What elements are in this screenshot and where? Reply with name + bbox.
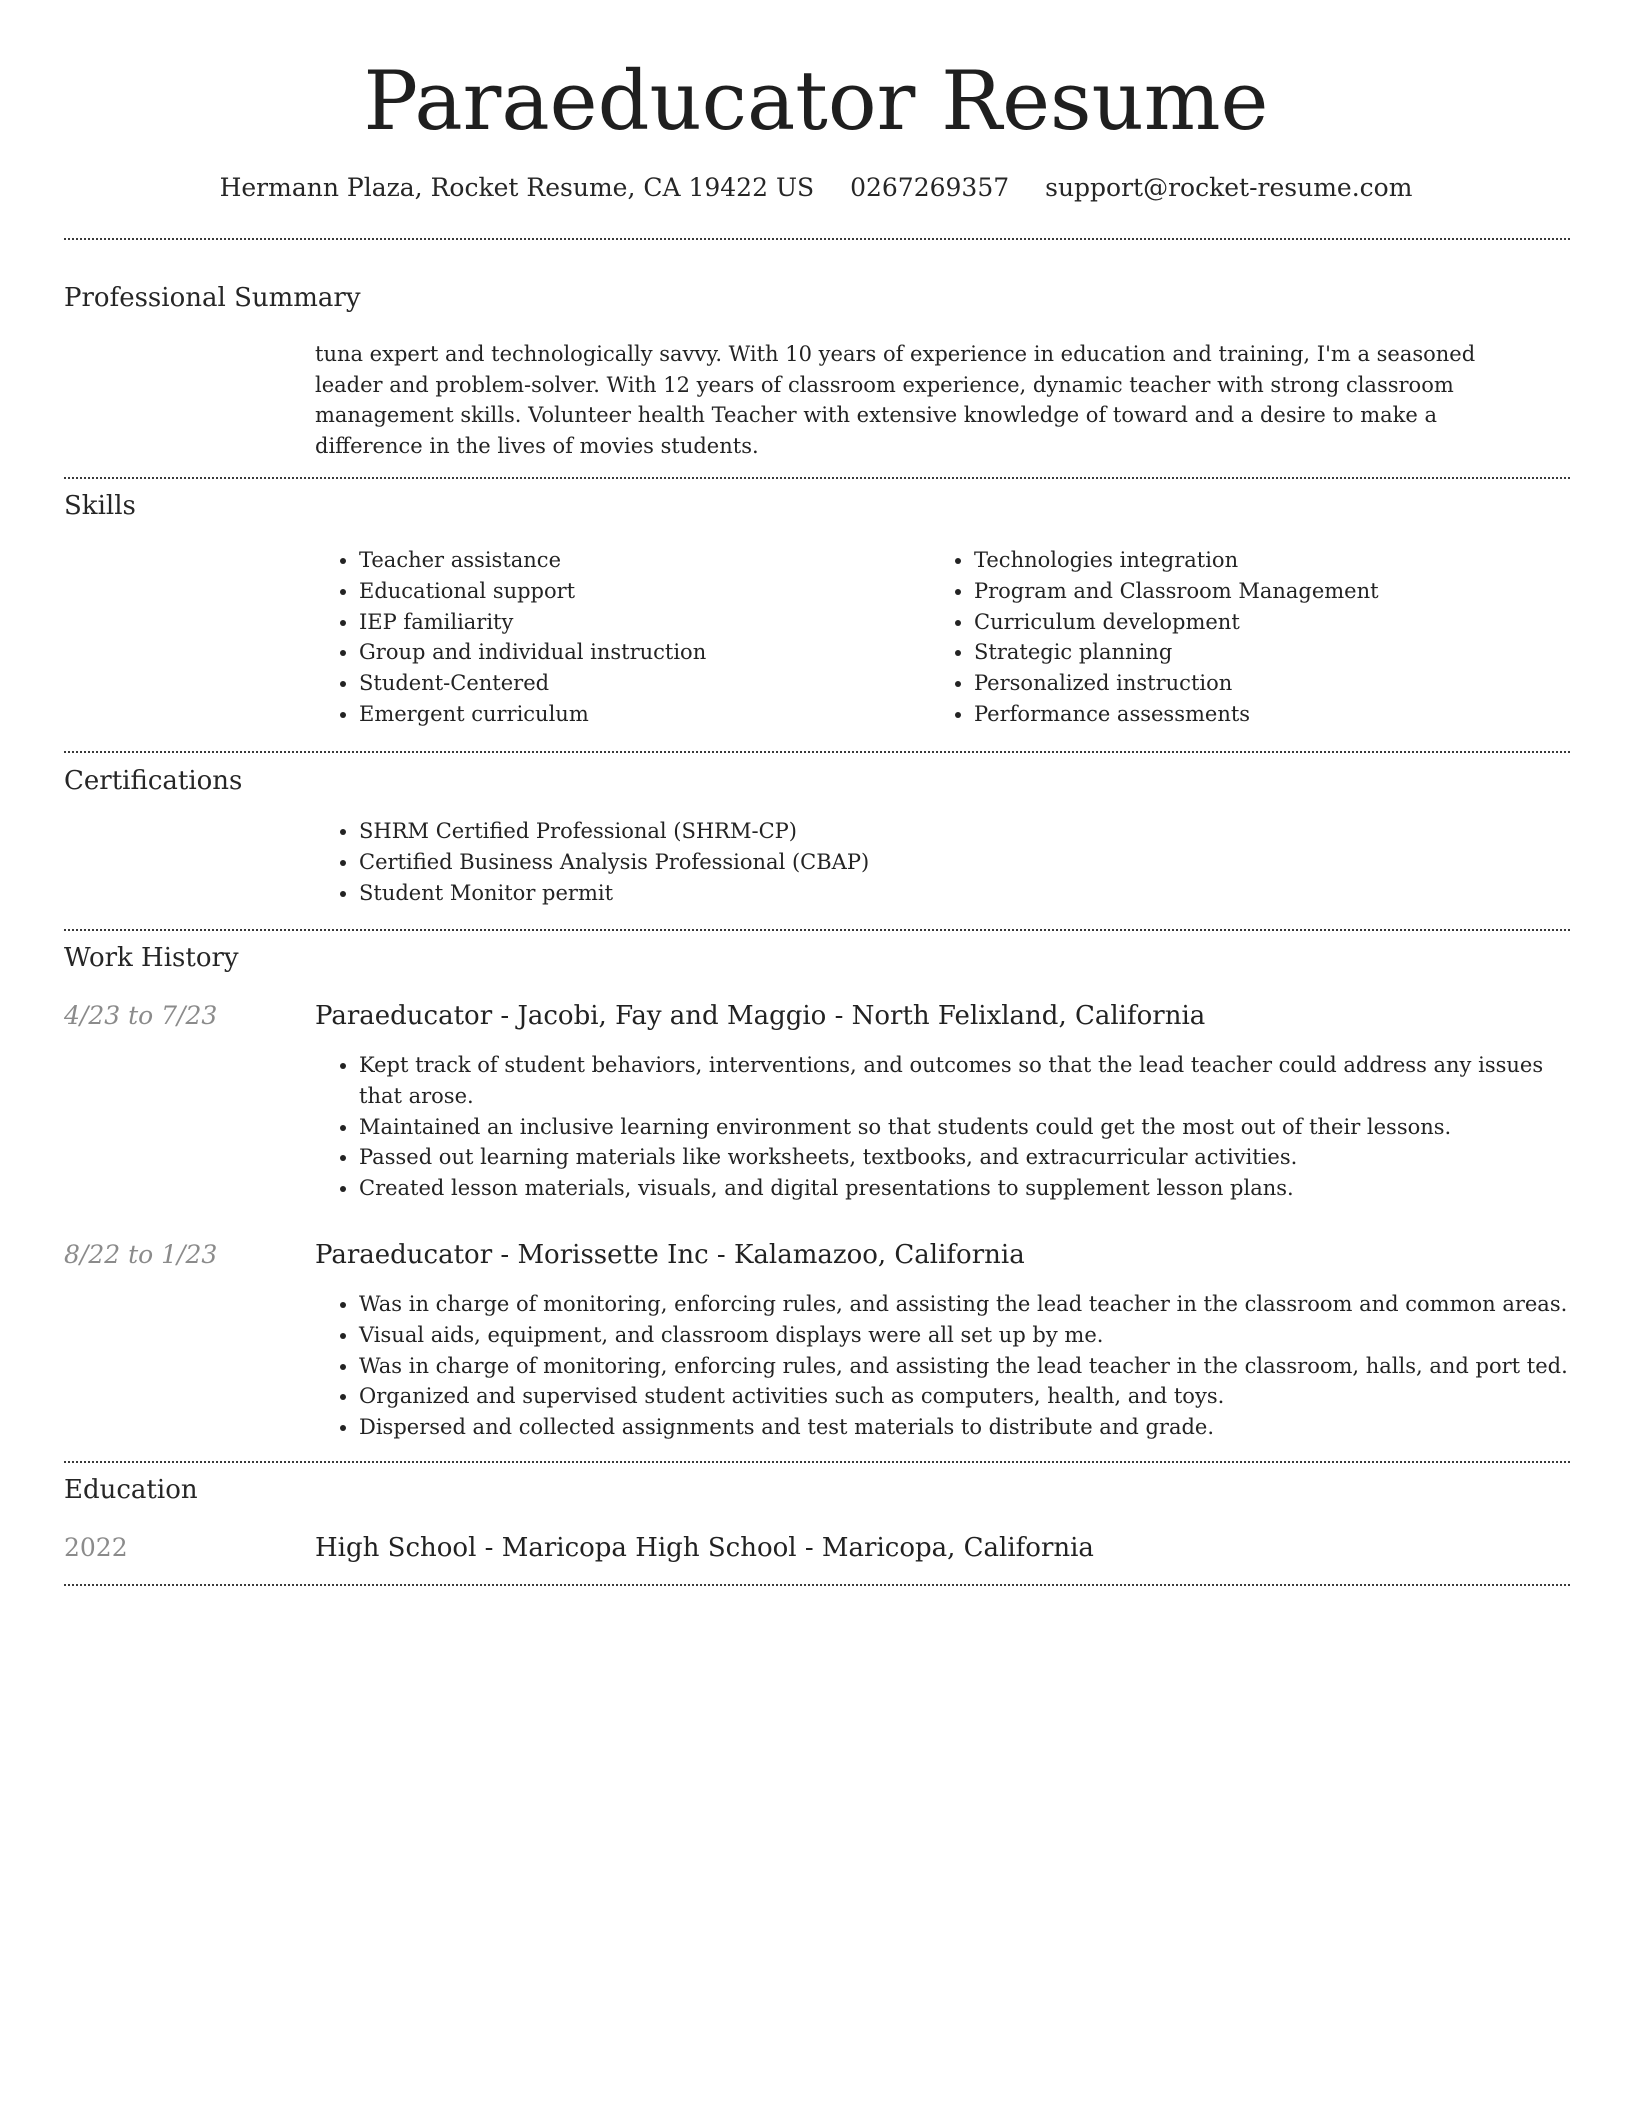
skills-list-left bbox=[315, 545, 919, 730]
skill-item: • Emergent curriculum bbox=[359, 699, 919, 730]
job-bullet: • Was in charge of monitoring, enforcing rules, and assisting the lead teacher in the classroom and common areas. bbox=[359, 1289, 1575, 1320]
skills-heading: Skills bbox=[64, 491, 136, 521]
education-title: High School - Maricopa High School - Maricopa, California bbox=[315, 1533, 1094, 1563]
education-year: 2022 bbox=[64, 1533, 128, 1562]
job-dates: 8/22 to 1/23 bbox=[64, 1240, 218, 1269]
contact-email: support@rocket-resume.com bbox=[1045, 173, 1413, 202]
education-heading: Education bbox=[64, 1475, 198, 1505]
job-title: Paraeducator - Jacobi, Fay and Maggio - North Felixland, California bbox=[315, 1001, 1206, 1031]
job-bullet: • Organized and supervised student activities such as computers, health, and toys. bbox=[359, 1381, 1575, 1412]
divider bbox=[64, 929, 1570, 931]
job-bullet: • Kept track of student behaviors, interventions, and outcomes so that the lead teacher could address any issues that arose. bbox=[359, 1050, 1575, 1112]
job-bullet: • Visual aids, equipment, and classroom displays were all set up by me. bbox=[359, 1320, 1575, 1351]
skill-item: • IEP familiarity bbox=[359, 607, 919, 638]
resume-title: Paraeducator Resume bbox=[363, 55, 1269, 149]
skill-item: • Program and Classroom Management bbox=[974, 576, 1574, 607]
divider bbox=[64, 751, 1570, 753]
skill-item: • Educational support bbox=[359, 576, 919, 607]
job-bullet: • Maintained an inclusive learning environment so that students could get the most out of their lessons. bbox=[359, 1112, 1575, 1143]
certifications-heading: Certifications bbox=[64, 766, 243, 796]
skill-item: • Teacher assistance bbox=[359, 545, 919, 576]
divider bbox=[64, 238, 1570, 240]
job-bullet: • Created lesson materials, visuals, and digital presentations to supplement lesson plans. bbox=[359, 1173, 1575, 1204]
skill-item: • Technologies integration bbox=[974, 545, 1574, 576]
job-bullet: • Was in charge of monitoring, enforcing rules, and assisting the lead teacher in the classroom, halls, and port ted. bbox=[359, 1351, 1575, 1382]
skill-item: • Curriculum development bbox=[974, 607, 1574, 638]
certification-item: • SHRM Certified Professional (SHRM-CP) bbox=[359, 816, 1559, 847]
job-bullets bbox=[315, 1050, 1575, 1204]
skills-list-right bbox=[930, 545, 1574, 730]
job-bullets bbox=[315, 1289, 1575, 1443]
divider bbox=[64, 1461, 1570, 1463]
job-title: Paraeducator - Morissette Inc - Kalamazoo, California bbox=[315, 1240, 1025, 1270]
skill-item: • Personalized instruction bbox=[974, 668, 1574, 699]
summary-heading: Professional Summary bbox=[64, 283, 361, 313]
divider bbox=[64, 1584, 1570, 1586]
job-bullet: • Dispersed and collected assignments and test materials to distribute and grade. bbox=[359, 1412, 1575, 1443]
certification-item: • Certified Business Analysis Professional (CBAP) bbox=[359, 847, 1559, 878]
skill-item: • Strategic planning bbox=[974, 637, 1574, 668]
contact-line bbox=[0, 170, 1632, 206]
job-dates: 4/23 to 7/23 bbox=[64, 1001, 218, 1030]
skill-item: • Performance assessments bbox=[974, 699, 1574, 730]
contact-phone: 0267269357 bbox=[850, 173, 1010, 202]
certifications-list bbox=[315, 816, 1559, 908]
work-heading: Work History bbox=[64, 943, 239, 973]
job-bullet: • Passed out learning materials like worksheets, textbooks, and extracurricular activities. bbox=[359, 1142, 1575, 1173]
certification-item: • Student Monitor permit bbox=[359, 878, 1559, 909]
divider bbox=[64, 477, 1570, 479]
summary-text: tuna expert and technologically savvy. With 10 years of experience in education and training, I'm a seasoned leader and problem-solver. With 12 years of classroom experience, dynamic teacher with strong classroom management skills. Volunteer health Teacher with extensive knowledge of toward and a desire to make a difference in the lives of movies students. bbox=[315, 342, 1476, 458]
skill-item: • Group and individual instruction bbox=[359, 637, 919, 668]
skill-item: • Student-Centered bbox=[359, 668, 919, 699]
contact-address: Hermann Plaza, Rocket Resume, CA 19422 US bbox=[219, 173, 815, 202]
